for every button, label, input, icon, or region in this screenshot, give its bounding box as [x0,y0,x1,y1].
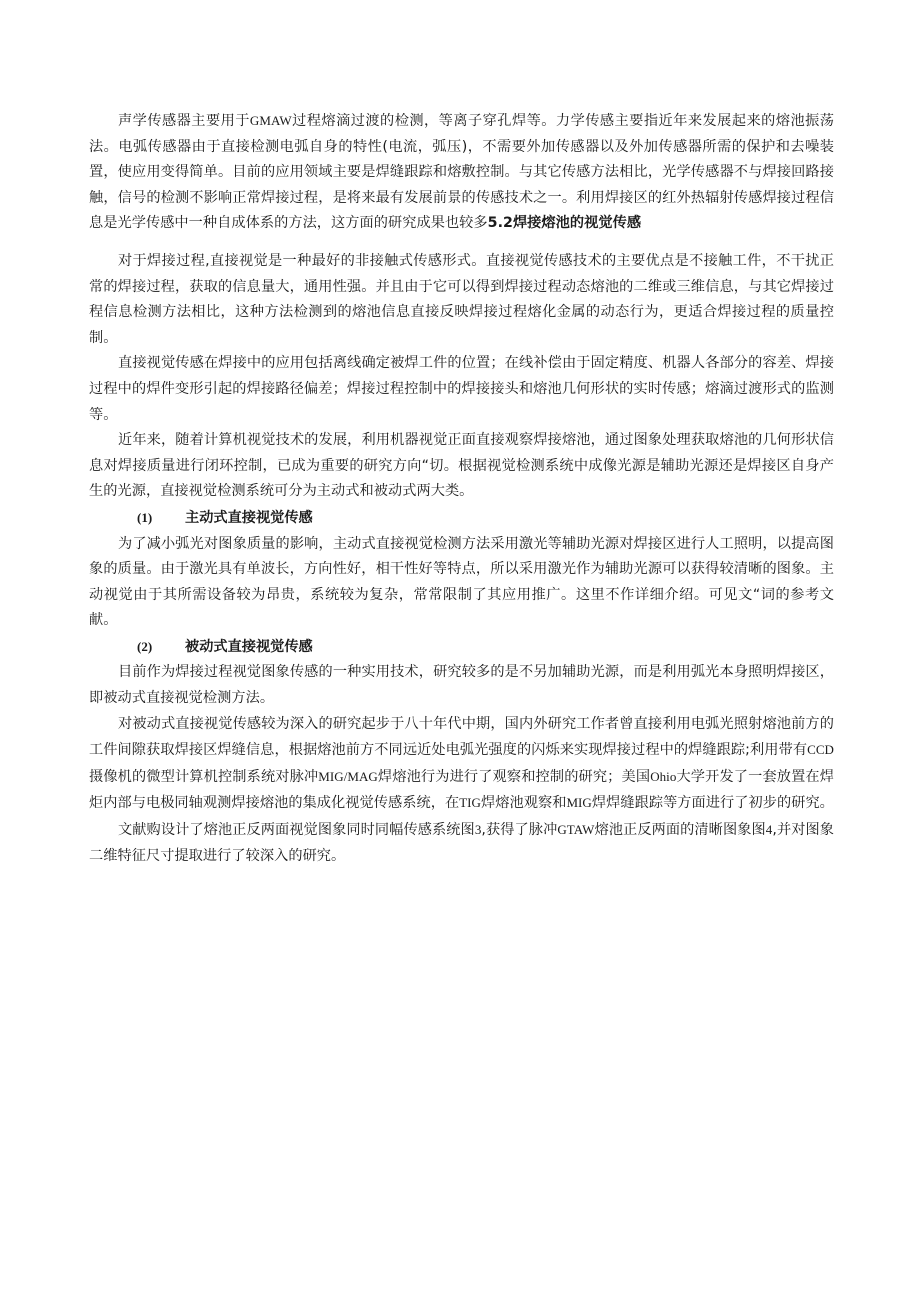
subheading-number: (2) [137,638,153,654]
paragraph-active-vision: 为了减小弧光对图象质量的影响，主动式直接视觉检测方法采用激光等辅助光源对焊接区进行人工照明，以提高图象的质量。由于激光具有单波长，方向性好，相干性好等特点，所以采用激光作为辅助光源可以获得较清晰的图象。主动视觉由于其所需设备较为昂贵，系统较为复杂，常常限制了其应用推广。这里不作详细介绍。可见文“词的参考文献。 [89,535,834,629]
paragraph-applications: 直接视觉传感在焊接中的应用包括离线确定被焊工件的位置；在线补偿由于固定精度、机器人各部分的容差、焊接过程中的焊件变形引起的焊接路径偏差；焊接过程控制中的焊接接头和熔池几何形状的实时传感；熔滴过渡形式的监测等。 [89,355,834,423]
term-ccd: CCD [807,742,834,758]
text-run: 文献购设计了熔池正反两面视觉图象同时同幅传感系统图 [118,822,475,839]
paragraph-direct-vision: 对于焊接过程,直接视觉是一种最好的非接触式传感形式。直接视觉传感技术的主要优点是不接触工件，不干扰正常的焊接过程，获取的信息量大，通用性强。并且由于它可以得到焊接过程动态熔池的二维或三维信息，与其它焊接过程信息检测方法相比，这种方法检测到的熔池信息直接反映焊接过程熔化金属的动态行为，更适合焊接过程的质量控制。 [89,252,834,346]
text-run: 焊熔池观察和 [481,795,567,812]
text-run: ,获得了脉冲 [481,822,558,839]
text-run: 焊焊缝跟踪等方面进行了初步的研究。 [591,795,834,812]
term-gtaw: GTAW [557,822,595,838]
subheading-passive [89,634,834,661]
text-run: 大学开发了一套放置在焊炬内部与电极同轴观测焊接熔池的集成化视觉传感系统，在 [89,768,835,812]
text-run: 过程熔滴过渡的检测，等离子穿孔焊等。力学传感主要指近年来发展起来的熔池振荡法。电弧传感器由于直接检测电弧自身的特性(电流，弧压)，不需要外加传感器以及外加传感器所需的保护和去噪装置，使应用变得简单。目前的应用领域主要是焊缝跟踪和熔敷控制。与其它传感方法相比，光学传感器不与焊接回路接触，信号的检测不影响正常焊接过程，是将来最有发展前景的传感技术之一。利用焊接区的红外热辐射传感焊接过程信息是光学传感中一种自成体系的方法，这方面的研究成果也较多 [89,113,834,232]
paragraph-passive-research [89,712,834,817]
term-gmaw: GMAW [249,113,292,128]
subheading-active [89,505,834,532]
paragraph-literature [89,817,834,869]
text-run: 焊熔池行为进行了观察和控制的研究；美国 [377,768,651,785]
term-ohio: Ohio [650,768,677,784]
paragraph-recent-years: 近年来，随着计算机视觉技术的发展，利用机器视觉正面直接观察焊接熔池，通过图象处理获取熔池的几何形状信息对焊接质量进行闭环控制，已成为重要的研究方向“切。根据视觉检测系统中成像光源是辅助光源还是焊接区自身产生的光源，直接视觉检测系统可分为主动式和被动式两大类。 [89,432,834,500]
text-run: 声学传感器主要用于 [118,113,250,129]
figure-ref-3: 3 [474,822,482,838]
section-heading-inline: 5.2焊接熔池的视觉传感 [487,215,642,232]
subheading-title: 主动式直接视觉传感 [185,509,313,526]
document-page [89,108,834,869]
figure-ref-4: 4 [765,822,773,838]
term-tig: TIG [459,795,481,811]
text-run: ,并对图象二维特征尺寸提取进行了较深入的研究。 [89,822,834,864]
paragraph-sensors [89,108,834,237]
subheading-number: (1) [137,509,153,525]
term-mig: MIG [566,795,592,811]
text-run: 熔池正反两面的清晰图象图 [594,822,766,839]
text-run: 摄像机的微型计算机控制系统对脉冲 [89,768,319,785]
term-mig-mag: MIG/MAG [318,768,378,784]
text-run: 对被动式直接视觉传感较为深入的研究起步于八十年代中期，国内外研究工作者曾直接利用电弧光照射熔池前方的工件间隙获取焊接区焊缝信息，根据熔池前方不同远近处电弧光强度的闪烁来实现焊接过程中的焊缝跟踪;利用带有 [89,715,834,759]
subheading-title: 被动式直接视觉传感 [185,638,313,655]
paragraph-passive-intro: 目前作为焊接过程视觉图象传感的一种实用技术，研究较多的是不另加辅助光源，而是利用弧光本身照明焊接区，即被动式直接视觉检测方法。 [89,664,834,707]
